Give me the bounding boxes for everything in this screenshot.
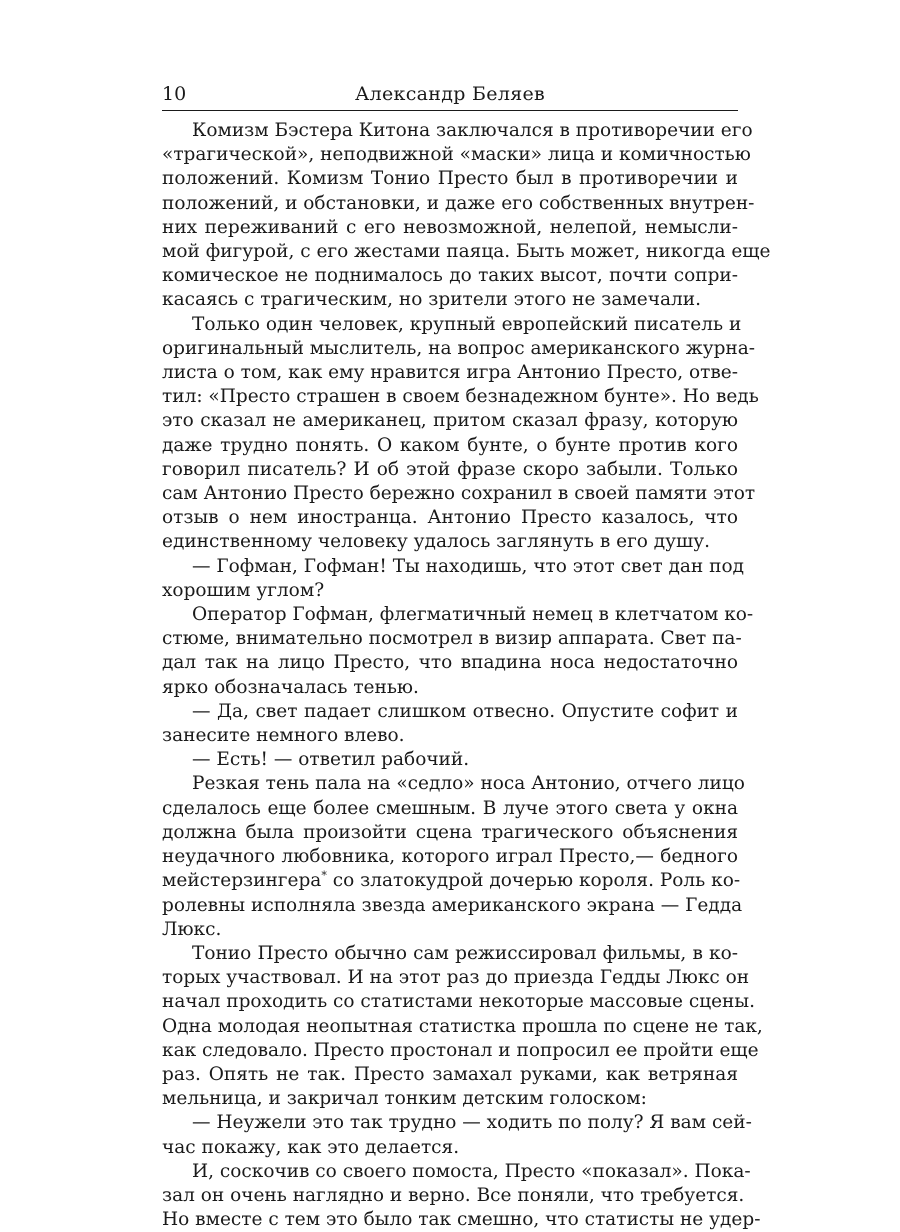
- paragraph: [162, 748, 738, 772]
- text-line: И, соскочив со своего помоста, Престо «показал». Пока-: [192, 1160, 751, 1182]
- text-line: Одна молодая неопытная статистка прошла по сцене не так,: [162, 1015, 763, 1037]
- footnote-marker: *: [321, 869, 327, 883]
- text-line: начал проходить со статистами некоторые массовые сцены.: [162, 991, 755, 1013]
- text-line: — Неужели это так трудно — ходить по полу? Я вам сей-: [192, 1112, 752, 1134]
- text-line: Люкс.: [162, 918, 222, 940]
- text-line: оригинальный мыслитель, на вопрос американского журна-: [162, 337, 756, 359]
- text-line: говорил писатель? И об этой фразе скоро забыли. Только: [162, 458, 738, 480]
- text-line: Оператор Гофман, флегматичный немец в клетчатом ко-: [192, 604, 754, 626]
- paragraph: [162, 603, 754, 700]
- text-line: листа о том, как ему нравится игра Антонио Престо, отве-: [162, 362, 738, 384]
- text-line: «трагической», неподвижной «маски» лица и комичностью: [162, 144, 751, 166]
- header-rule: [162, 110, 738, 111]
- text-line: это сказал не американец, притом сказал фразу, которую: [162, 410, 738, 432]
- running-title: Александр Беляев: [354, 83, 546, 105]
- text-line: должна была произойти сцена трагического объяснения: [162, 821, 738, 843]
- text-line: раз. Опять не так. Престо замахал руками, как ветряная: [162, 1063, 738, 1085]
- text-line: них переживаний с его невозможной, нелепой, немысли-: [162, 216, 738, 238]
- text-line: сделалось еще более смешным. В луче этого света у окна: [162, 797, 738, 819]
- text-line: даже трудно понять. О каком бунте, о бунте против кого: [162, 434, 738, 456]
- text-line: зал он очень наглядно и верно. Все поняли, что требуется.: [162, 1184, 745, 1206]
- book-page: [162, 80, 771, 1232]
- text-line: комическое не поднималось до таких высот, почти сопри-: [162, 265, 738, 287]
- text-line: как следовало. Престо простонал и попросил ее пройти еще: [162, 1039, 759, 1061]
- paragraph: [162, 313, 759, 555]
- paragraph: [162, 942, 763, 1111]
- page-number: 10: [162, 83, 187, 105]
- text-line: касаясь с трагическим, но зрители этого не замечали.: [162, 289, 701, 311]
- text-line: сам Антонио Престо бережно сохранил в своей памяти этот: [162, 483, 756, 505]
- text-line: — Да, свет падает слишком отвесно. Опустите софит и: [192, 700, 738, 722]
- paragraph: [162, 1160, 761, 1232]
- text-line: Резкая тень пала на «седло» носа Антонио, отчего лицо: [192, 773, 745, 795]
- text-line: Тонио Престо обычно сам режиссировал фильмы, в ко-: [192, 942, 738, 964]
- text-line: мой фигурой, с его жестами паяца. Быть может, никогда еще: [162, 241, 771, 263]
- text-line: дал так на лицо Престо, что впадина носа недостаточно: [162, 652, 738, 674]
- text-line: отзыв о нем иностранца. Антонио Престо казалось, что: [162, 507, 738, 529]
- text-line: ролевны исполняла звезда американского экрана — Гедда: [162, 894, 743, 916]
- text-line: — Есть! — ответил рабочий.: [192, 749, 470, 771]
- text-line: торых участвовал. И на этот раз до приезда Гедды Люкс он: [162, 967, 750, 989]
- text-fragment: мейстерзингера: [162, 870, 322, 892]
- paragraph: [162, 119, 771, 313]
- text-line: — Гофман, Гофман! Ты находишь, что этот свет дан под: [192, 555, 744, 577]
- running-head: [162, 80, 738, 108]
- text-line: мельница, и закричал тонким детским голоском:: [162, 1088, 647, 1110]
- body-text: [162, 119, 771, 1232]
- text-line-with-footnote: [162, 869, 741, 893]
- text-line: час покажу, как это делается.: [162, 1136, 460, 1158]
- text-line: хорошим углом?: [162, 579, 325, 601]
- text-line: положений. Комизм Тонио Престо был в противоречии и: [162, 168, 738, 190]
- paragraph: [162, 700, 738, 748]
- text-line: Но вместе с тем это было так смешно, что статисты не удер-: [162, 1209, 761, 1231]
- text-fragment: со златокудрой дочерью короля. Роль ко-: [332, 870, 741, 892]
- text-line: неудачного любовника, которого играл Престо,— бедного: [162, 846, 738, 868]
- text-line: ярко обозначалась тенью.: [162, 676, 419, 698]
- text-line: тил: «Престо страшен в своем безнадежном бунте». Но ведь: [162, 386, 759, 408]
- paragraph: [162, 555, 744, 603]
- paragraph: [162, 772, 745, 941]
- paragraph: [162, 1111, 752, 1159]
- text-line: Комизм Бэстера Китона заключался в противоречии его: [192, 120, 753, 141]
- text-line: занесите немного влево.: [162, 725, 405, 747]
- text-line: стюме, внимательно посмотрел в визир аппарата. Свет па-: [162, 628, 742, 650]
- text-line: единственному человеку удалось заглянуть в его душу.: [162, 531, 711, 553]
- text-line: положений, и обстановки, и даже его собственных внутрен-: [162, 192, 755, 214]
- text-line: Только один человек, крупный европейский писатель и: [192, 313, 742, 335]
